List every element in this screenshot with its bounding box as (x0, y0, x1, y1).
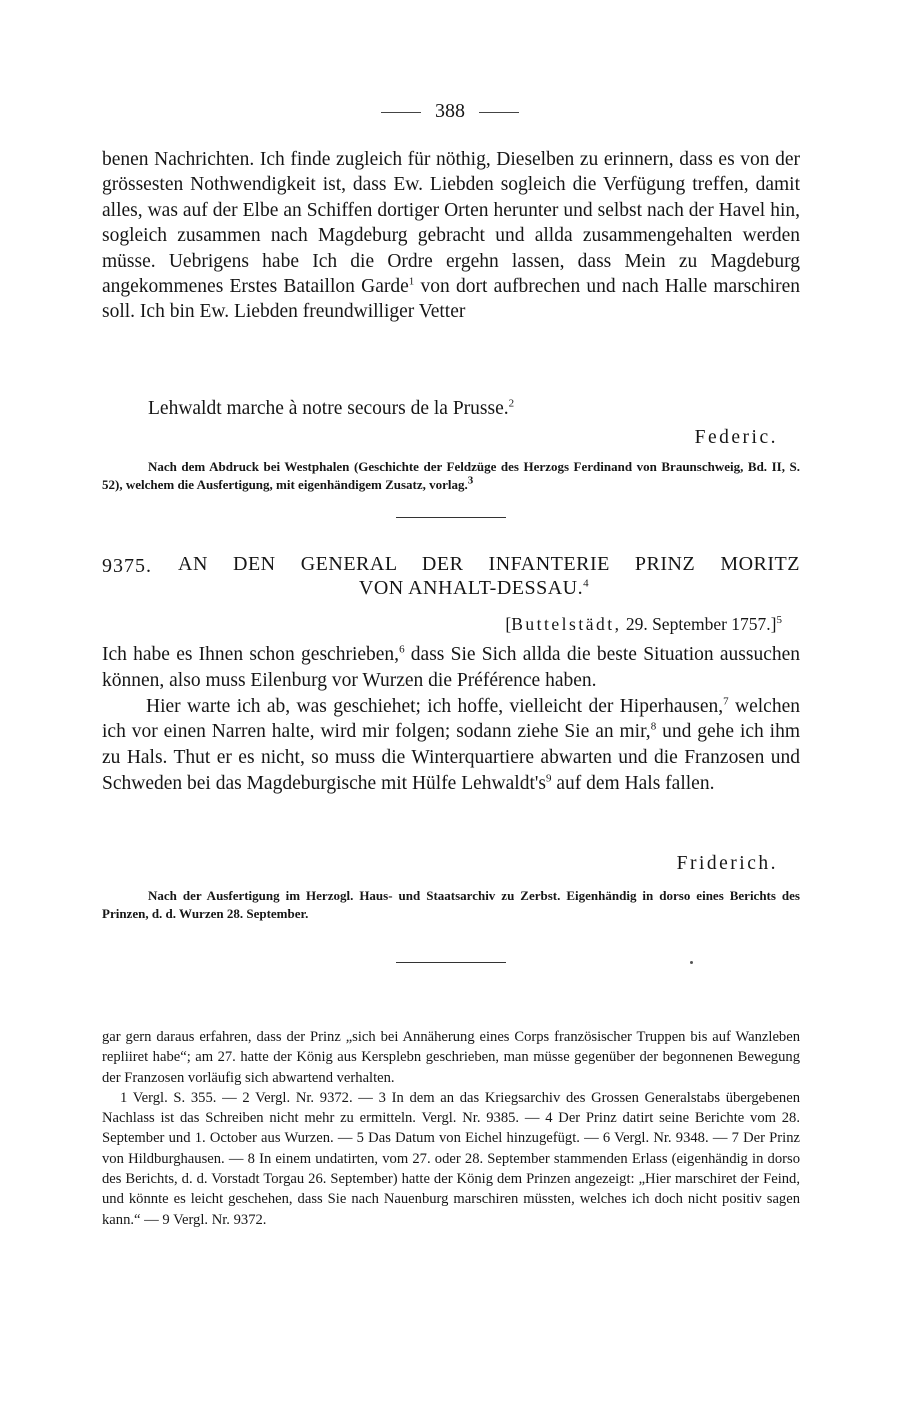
print-speck (690, 961, 693, 964)
page-number: 388 (435, 100, 465, 122)
footnote-ref-1: 1 (408, 275, 415, 288)
page-number-header (0, 100, 900, 123)
footnote-ref-2: 2 (508, 397, 515, 410)
header-dash-left (381, 112, 421, 113)
footnote-ref-3: 3 (467, 474, 474, 487)
footnote-ref-7: 7 (723, 695, 729, 708)
place: Buttelstädt, (511, 614, 622, 634)
footnote-ref-8: 8 (650, 720, 657, 733)
section-divider-2 (396, 962, 506, 963)
footnote-ref-6: 6 (399, 643, 405, 656)
heading-line-1: AN DEN GENERAL DER INFANTERIE PRINZ MORITZ (178, 553, 800, 575)
place-date-line: [Buttelstädt, 29. September 1757.]$^5$ (505, 614, 782, 634)
section-divider (396, 517, 506, 518)
signature-friderich: Friderich. (676, 853, 778, 874)
footnote-ref-5: 5 (776, 614, 782, 627)
footnote-ref-9: 9 (545, 772, 552, 785)
letter-paragraph-1: Ich habe es Ihnen schon geschrieben,$^6$ dass Sie Sich allda die beste Situation aussuchen können, also muss Eilenburg vor Wurzen die Préférence haben. (102, 643, 801, 691)
postscript: Lehwaldt marche à notre secours de la Prusse.$^2$ (148, 397, 515, 419)
header-dash-right (479, 112, 519, 113)
source-note-2: Nach der Ausfertigung im Herzogl. Haus- und Staatsarchiv zu Zerbst. Eigenhändig in dorso eines Berichts des Prinzen, d. d. Wurzen 28. September. (102, 888, 800, 921)
letter-paragraph-2: Hier warte ich ab, was geschiehet; ich hoffe, vielleicht der Hiperhausen,$^7$ welchen ich vor einen Narren halte, wird mir folgen; sodann ziehe Sie an mir,$^8$ und gehe ich ihm zu Hals. Thut er es nicht, so muss die Winterquartiere abwarten und die Franzosen und Schweden bei das Magdeburgische mit Hülfe $Lehwaldt's^9$ auf dem Hals fallen. (102, 695, 801, 794)
source-note-1: Nach dem Abdruck bei Westphalen (Geschichte der Feldzüge des Herzogs Ferdinand von Braunschweig, Bd. II, S. 52), welchem die Ausfertigung, mit eigenhändigem Zusatz, vorlag.$^3$ (102, 459, 800, 492)
signature-federic: Federic. (694, 427, 778, 448)
letter-continuation (102, 147, 800, 325)
document-number: 9375. (102, 555, 152, 577)
letter-continuation-paragraph: benen Nachrichten. Ich finde zugleich für nöthig, Dieselben zu erinnern, dass es von der grössesten Nothwendigkeit ist, dass Ew. Liebden sogleich die Verfügung treffen, damit alles, was auf der Elbe an Schiffen dortiger Orten herunter und selbst nach der Havel hin, sogleich zusammen nach Magdeburg gebracht und allda zusammengehalten werden müsse. Uebrigens habe Ich die Ordre ergehn lassen, dass Mein zu Magdeburg angekommenes Erstes Bataillon Garde$^1$ von dort aufbrechen und nach Halle marschiren soll. Ich bin Ew. Liebden freundwilliger Vetter (102, 149, 800, 323)
footnote-list: 1 Vergl. S. 355. — 2 Vergl. Nr. 9372. — 3 In dem an das Kriegsarchiv des Grossen Generalstabs übergebenen Nachlass ist das Schreiben nicht mehr zu ermitteln. Vergl. Nr. 9385. — 4 Der Prinz datirt seine Berichte vom 28. September und 1. October aus Wurzen. — 5 Das Datum von Eichel hinzugefügt. — 6 Vergl. Nr. 9348. — 7 Der Prinz von Hildburghausen. — 8 In einem undatirten, vom 27. oder 28. September stammenden Erlass (eigenhändig in dorso des Berichts, d. d. Vorstadt Torgau 26. September) hatte der König dem Prinzen angezeigt: „Hier marschiret der Feind, und könnte es leicht geschehen, dass Sie nach Nauenburg marschiren müssten, welches ich doch nicht positiv sagen kann.“ — 9 Vergl. Nr. 9372. (102, 1089, 800, 1228)
letter-body (102, 642, 800, 797)
footnotes (102, 1027, 800, 1230)
heading-line-2: VON ANHALT-DESSAU.$^4$ (358, 577, 590, 599)
footnote-continuation: gar gern daraus erfahren, dass der Prinz „sich bei Annäherung eines Corps französischer Truppen bis auf Wanzleben repliiret habe“; am 27. hatte der König aus Kersplebn geschrieben, man müsse gegenüber der begonnenen Bewegung der Franzosen vorläufig sich abwartend verhalten. (102, 1029, 800, 1086)
footnote-ref-4: 4 (583, 577, 590, 590)
date: 29. September 1757. (625, 614, 771, 634)
